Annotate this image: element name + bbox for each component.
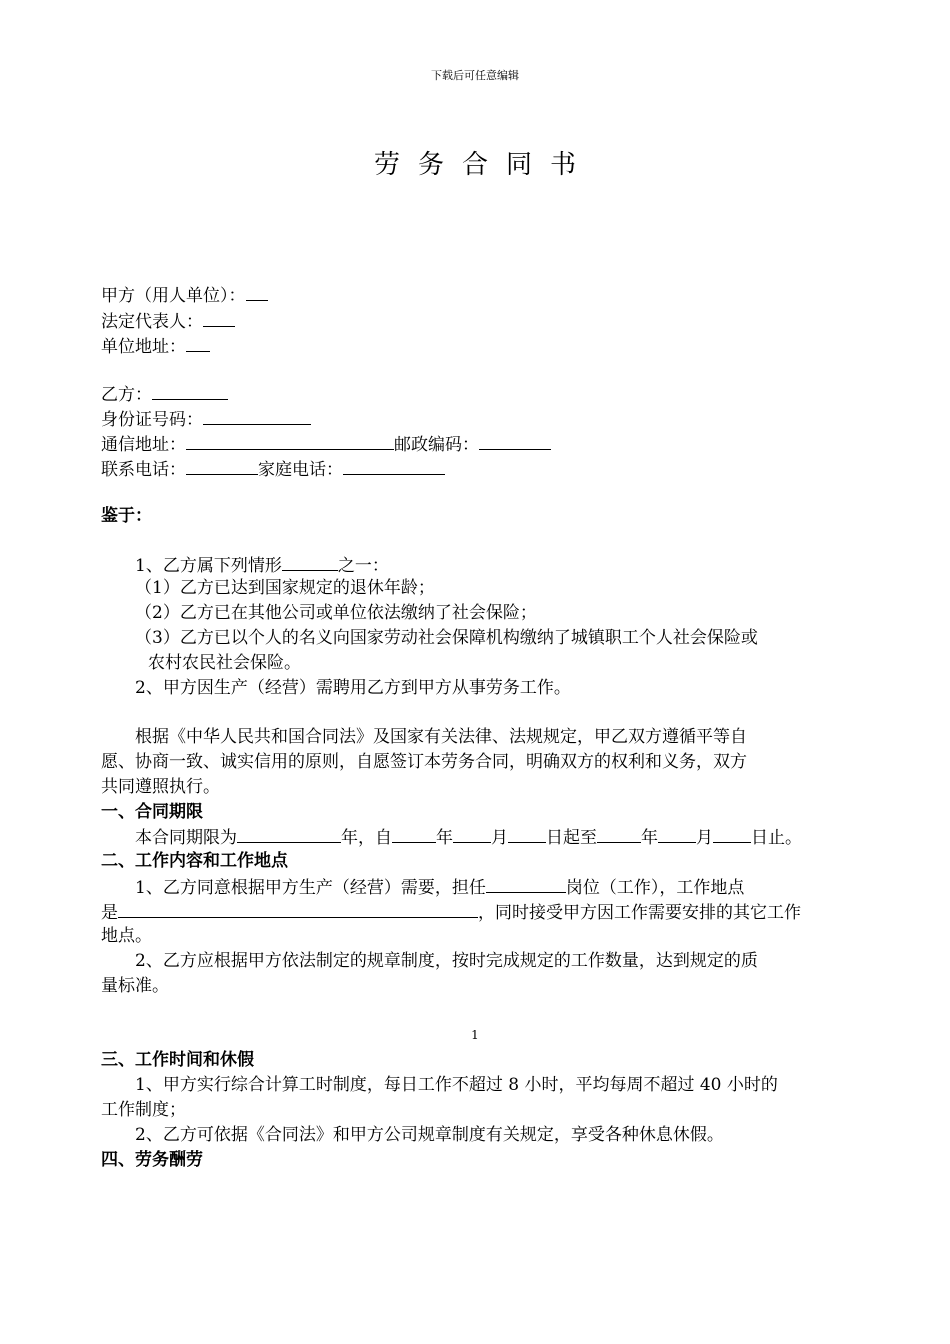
whereas-item-1 [135, 552, 389, 578]
whereas-item-2: 2、甲方因生产（经营）需聘用乙方到甲方从事劳务工作。 [135, 678, 571, 698]
blank [246, 282, 268, 301]
party-a-address-line [101, 333, 210, 359]
whereas-sub-3b: 农村农民社会保险。 [148, 653, 301, 673]
term-text: 月 [696, 828, 713, 848]
party-a-name-line [101, 282, 268, 308]
term-text: 年 [436, 828, 453, 848]
whereas-heading: 鉴于： [101, 506, 152, 526]
preamble-line-2: 愿、协商一致、诚实信用的原则，自愿签订本劳务合同，明确双方的权利和义务，双方 [101, 752, 747, 772]
party-b-phone-label: 联系电话： [101, 460, 186, 480]
party-b-id-label: 身份证号码： [101, 410, 203, 430]
section-2-p1-line-3: 地点。 [101, 926, 152, 946]
blank [203, 308, 235, 327]
party-b-postcode-label: 邮政编码： [394, 435, 479, 455]
party-b-id-line [101, 406, 311, 432]
section-1-term-line [135, 824, 802, 850]
section-3-p1-line-2: 工作制度； [101, 1100, 186, 1120]
blank [118, 899, 478, 918]
whereas-item-1-tail: 之一： [337, 556, 389, 576]
party-a-address-label: 单位地址： [101, 337, 186, 357]
party-b-label: 乙方： [101, 385, 152, 405]
blank [237, 824, 341, 843]
blank [479, 431, 551, 450]
blank [392, 824, 436, 843]
section-2-p1-line-2 [101, 899, 801, 925]
header-note: 下载后可任意编辑 [431, 69, 519, 82]
section-3-p2: 2、乙方可依据《合同法》和甲方公司规章制度有关规定，享受各种休息休假。 [135, 1125, 724, 1145]
party-b-line [101, 381, 228, 407]
term-text: 年，自 [341, 828, 392, 848]
section-2-text: 是 [101, 903, 118, 923]
whereas-sub-2: （2）乙方已在其他公司或单位依法缴纳了社会保险； [135, 603, 537, 623]
party-a-rep-line [101, 308, 235, 334]
whereas-sub-1: （1）乙方已达到国家规定的退休年龄； [135, 578, 435, 598]
party-b-phone-line [101, 456, 445, 482]
blank [282, 552, 338, 571]
blank [203, 406, 311, 425]
blank [508, 824, 546, 843]
blank [186, 456, 258, 475]
blank [152, 381, 228, 400]
blank [343, 456, 445, 475]
party-a-rep-label: 法定代表人： [101, 312, 203, 332]
blank [713, 824, 751, 843]
blank [186, 431, 394, 450]
term-text: 日起至 [546, 828, 597, 848]
section-2-text: 1、乙方同意根据甲方生产（经营）需要，担任 [135, 878, 486, 898]
blank [486, 874, 566, 893]
party-a-name-label: 甲方（用人单位）： [101, 286, 246, 306]
term-text: 日止。 [751, 828, 802, 848]
blank [597, 824, 641, 843]
party-b-address-line [101, 431, 551, 457]
section-3-heading: 三、工作时间和休假 [101, 1050, 254, 1070]
term-text: 年 [641, 828, 658, 848]
whereas-sub-3a: （3）乙方已以个人的名义向国家劳动社会保障机构缴纳了城镇职工个人社会保险或 [135, 628, 758, 648]
whereas-item-1-text: 1、乙方属下列情形 [135, 556, 282, 576]
party-b-home-phone-label: 家庭电话： [258, 460, 343, 480]
page-title: 劳务合同书 [373, 150, 594, 180]
section-2-text: ，同时接受甲方因工作需要安排的其它工作 [478, 903, 801, 923]
term-text: 本合同期限为 [135, 828, 237, 848]
term-text: 月 [491, 828, 508, 848]
preamble-line-3: 共同遵照执行。 [101, 777, 220, 797]
section-2-text: 岗位（工作），工作地点 [565, 878, 745, 898]
blank [658, 824, 696, 843]
section-3-p1-line-1: 1、甲方实行综合计算工时制度，每日工作不超过 8 小时，平均每周不超过 40 小时的 [135, 1075, 778, 1095]
page-number: 1 [471, 1028, 479, 1042]
section-2-p2-line-2: 量标准。 [101, 976, 169, 996]
section-1-heading: 一、合同期限 [101, 802, 203, 822]
preamble-line-1: 根据《中华人民共和国合同法》及国家有关法律、法规规定，甲乙双方遵循平等自 [135, 727, 747, 747]
party-b-addr-label: 通信地址： [101, 435, 186, 455]
section-2-p1-line-1 [135, 874, 744, 900]
blank [453, 824, 491, 843]
section-4-heading: 四、劳务酬劳 [101, 1150, 203, 1170]
section-2-p2-line-1: 2、乙方应根据甲方依法制定的规章制度，按时完成规定的工作数量，达到规定的质 [135, 951, 758, 971]
section-2-heading: 二、工作内容和工作地点 [101, 851, 288, 871]
blank [186, 333, 210, 352]
